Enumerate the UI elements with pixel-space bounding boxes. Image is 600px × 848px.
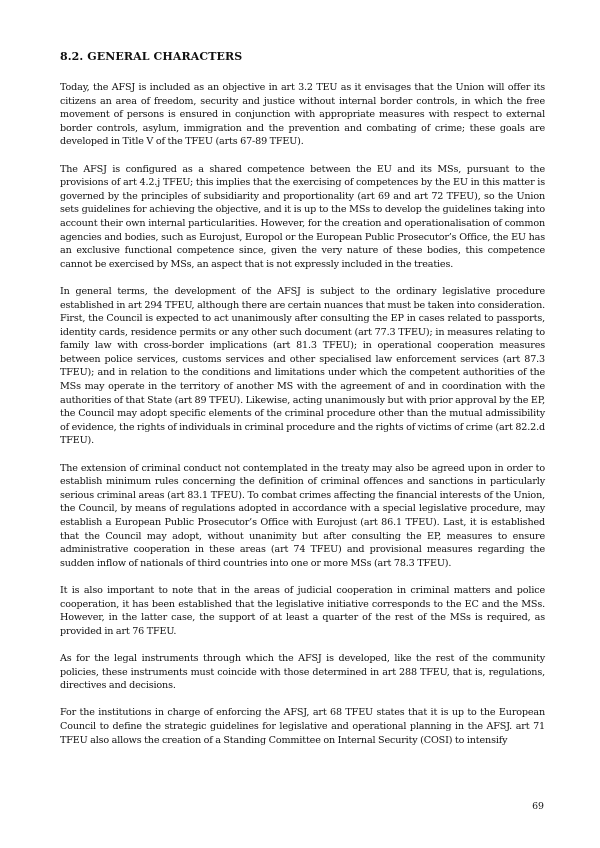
paragraph-legal-instruments: As for the legal instruments through which the AFSJ is developed, like the rest of the community policies, these instruments must coincide with those determined in art 288 TFEU, that is, regulations, directives and decisions. <box>60 652 545 692</box>
section-heading: 8.2. GENERAL CHARACTERS <box>60 50 243 63</box>
paragraph-shared-competence: The AFSJ is configured as a shared competence between the EU and its MSs, pursuant to the provisions of art 4.2.j TFEU; this implies that the exercising of competences by the EU in this matter is governed by the principles of subsidiarity and proportionality (art 69 and art 72 TFEU), so the Union sets guidelines for achieving the objective, and it is up to the MSs to develop the guidelines taking into account their own internal particularities. However, for the creation and operationalisation of common agencies and bodies, such as Eurojust, Europol or the European Public Prosecutor’s Office, the EU has an exclusive functional competence since, given the very nature of these bodies, this competence cannot be exercised by MSs, an aspect that is not expressly included in the treaties. <box>60 163 545 270</box>
paragraph-institutions: For the institutions in charge of enforcing the AFSJ, art 68 TFEU states that it is up to the European Council to define the strategic guidelines for legislative and operational planning in the AFSJ. art 71 TFEU also allows the creation of a Standing Committee on Internal Security (COSI) to intensify <box>60 707 545 746</box>
page-body <box>60 50 545 761</box>
paragraph-legislative-procedure: In general terms, the development of the AFSJ is subject to the ordinary legislative procedure established in art 294 TFEU, although there are certain nuances that must be taken into consideration. First, the Council is expected to act unanimously after consulting the EP in cases related to passports, identity cards, residence permits or any other such document (art 77.3 TFEU); in measures relating to family law with cross-border implications (art 81.3 TFEU); in operational cooperation measures between police services, customs services and other specialised law enforcement services (art 87.3 TFEU); and in relation to the conditions and limitations under which the competent authorities of the MSs may operate in the territory of another MS with the agreement of and in coordination with the authorities of that State (art 89 TFEU). Likewise, acting unanimously but with prior approval by the EP, the Council may adopt specific elements of the criminal procedure other than the mutual admissibility of evidence, the rights of individuals in criminal procedure and the rights of victims of crime (art 82.2.d TFEU). <box>60 285 545 447</box>
paragraph-criminal-conduct: The extension of criminal conduct not contemplated in the treaty may also be agreed upon in order to establish minimum rules concerning the definition of criminal offences and sanctions in particularly serious criminal areas (art 83.1 TFEU). To combat crimes affecting the financial interests of the Union, the Council, by means of regulations adopted in accordance with a special legislative procedure, may establish a European Public Prosecutor’s Office with Eurojust (art 86.1 TFEU). Last, it is established that the Council may adopt, without unanimity but after consulting the EP, measures to ensure administrative cooperation in these areas (art 74 TFEU) and provisional measures regarding the sudden inflow of nationals of third countries into one or more MSs (art 78.3 TFEU). <box>60 462 545 569</box>
paragraph-legislative-initiative: It is also important to note that in the areas of judicial cooperation in criminal matters and police cooperation, it has been established that the legislative initiative corresponds to the EC and the MSs. However, in the latter case, the support of at least a quarter of the rest of the MSs is required, as provided in art 76 TFEU. <box>60 584 545 637</box>
paragraph-afsj-objective: Today, the AFSJ is included as an objective in art 3.2 TEU as it envisages that the Union will offer its citizens an area of freedom, security and justice without internal border controls, in which the free movement of persons is ensured in conjunction with appropriate measures with respect to external border controls, asylum, immigration and the prevention and combating of crime; these goals are developed in Title V of the TFEU (arts 67-89 TFEU). <box>60 82 545 148</box>
page-number: 69 <box>532 801 544 812</box>
